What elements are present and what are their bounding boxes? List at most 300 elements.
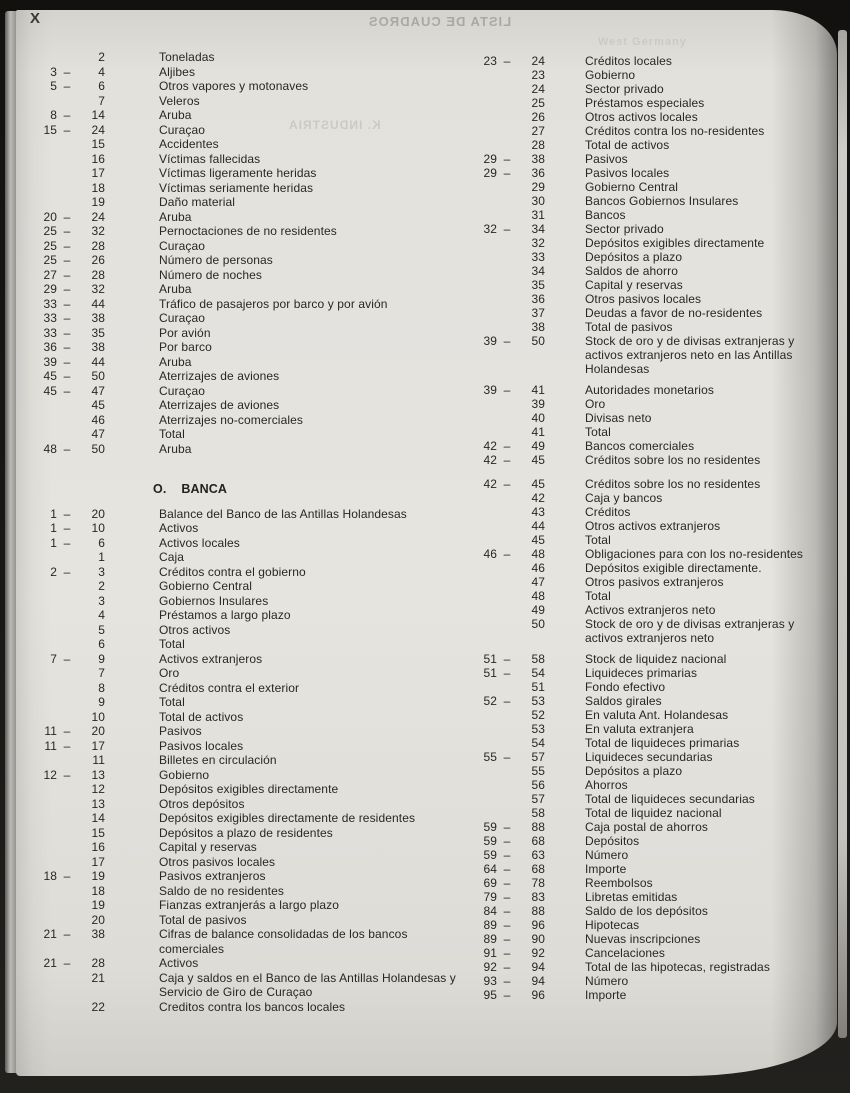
gap-spacer — [470, 376, 835, 383]
entry-range-dash: – — [503, 876, 511, 890]
entry-range-start: 39 — [43, 354, 57, 369]
entry-label: Aruba — [159, 108, 192, 122]
index-entry — [30, 782, 475, 797]
entry-range-end: 41 — [531, 383, 545, 397]
entry-range-end: 38 — [531, 320, 545, 334]
entry-range-dash: – — [63, 383, 71, 398]
entry-label: Balance del Banco de las Antillas Holandesas — [159, 506, 407, 521]
entry-range-end: 22 — [91, 999, 105, 1014]
entry-range-end: 50 — [531, 617, 545, 631]
index-entry — [30, 971, 475, 1000]
entry-label: Pasivos extranjeros — [159, 869, 266, 883]
entry-range-dash: – — [63, 767, 71, 782]
entry-label: Número — [585, 974, 629, 988]
entry-range-start: 45 — [43, 369, 57, 383]
entry-range-dash: – — [503, 960, 511, 974]
entry-label: Gobierno Central — [585, 180, 678, 194]
entry-range-end: 88 — [531, 904, 545, 918]
entry-range-end: 47 — [91, 427, 105, 441]
entry-range-end: 44 — [91, 296, 105, 311]
entry-label: Autoridades monetarios — [585, 383, 714, 397]
entry-label: Aterrizajes de aviones — [159, 369, 280, 383]
index-entry — [470, 722, 835, 736]
index-entry — [30, 65, 475, 80]
index-entry — [30, 507, 475, 522]
index-entry — [470, 533, 835, 547]
entry-range-end: 17 — [91, 166, 105, 180]
entry-label: Hipotecas — [585, 918, 640, 932]
entry-range-end: 31 — [531, 208, 545, 222]
entry-range-start: 25 — [43, 253, 57, 267]
index-entry — [470, 764, 835, 778]
index-entry — [30, 224, 475, 239]
entry-label: Préstamos especiales — [585, 96, 705, 110]
entry-label: Accidentes — [159, 137, 219, 151]
index-entry — [470, 617, 835, 645]
entry-range-dash: – — [63, 521, 71, 535]
index-entry — [30, 340, 475, 355]
index-entry — [30, 94, 475, 109]
entry-range-end: 35 — [531, 278, 545, 292]
entry-label: Total de liquideces secundarias — [585, 792, 755, 806]
entry-range-end: 10 — [91, 521, 105, 535]
entry-label: Pasivos locales — [585, 166, 670, 180]
entry-range-end: 3 — [98, 593, 105, 608]
entry-label: Total de activos — [159, 709, 244, 724]
entry-range-end: 58 — [531, 652, 545, 666]
entry-range-end: 13 — [91, 796, 105, 811]
entry-range-end: 46 — [531, 561, 545, 575]
index-entry — [30, 79, 475, 94]
entry-range-end: 40 — [531, 411, 545, 425]
entry-label: En valuta extranjera — [585, 722, 694, 736]
entry-label: Divisas neto — [585, 411, 652, 425]
next-page-edge — [838, 30, 847, 1038]
entry-range-end: 44 — [531, 519, 545, 533]
entry-range-end: 50 — [91, 369, 105, 383]
entry-range-end: 44 — [91, 354, 105, 369]
entry-range-end: 26 — [531, 110, 545, 124]
index-entry — [30, 123, 475, 138]
entry-range-end: 57 — [531, 750, 545, 764]
entry-range-end: 45 — [91, 398, 105, 412]
index-entry — [30, 210, 475, 225]
entry-range-end: 14 — [91, 811, 105, 825]
entry-range-start: 1 — [50, 521, 57, 535]
entry-range-end: 9 — [98, 695, 105, 709]
gap-spacer — [30, 456, 475, 482]
entry-range-start: 42 — [483, 439, 497, 453]
index-entry — [470, 334, 835, 376]
entry-label: Daño material — [159, 195, 236, 209]
index-entry — [30, 355, 475, 370]
entry-label: Gobierno — [159, 767, 210, 782]
entry-range-dash: – — [503, 988, 511, 1002]
entry-label: Veleros — [159, 93, 200, 108]
entry-range-end: 56 — [531, 778, 545, 792]
entry-range-end: 29 — [531, 180, 545, 194]
entry-range-dash: – — [63, 253, 71, 267]
entry-range-start: 8 — [50, 108, 57, 122]
entry-range-end: 15 — [91, 137, 105, 151]
entry-label: Fondo efectivo — [585, 680, 666, 694]
entry-label: Otros activos extranjeros — [585, 519, 721, 533]
entry-range-end: 36 — [531, 166, 545, 180]
index-entry — [30, 413, 475, 428]
entry-label: Caja — [159, 550, 185, 564]
entry-range-dash: – — [503, 334, 511, 348]
entry-label: Por avión — [159, 325, 211, 340]
entry-range-end: 45 — [531, 477, 545, 491]
index-entry — [470, 820, 835, 834]
gap-spacer — [470, 645, 835, 652]
index-entry — [30, 956, 475, 971]
entry-range-end: 34 — [531, 264, 545, 278]
index-entry — [470, 425, 835, 439]
entry-range-dash: – — [503, 862, 511, 876]
section-title: BANCA — [181, 482, 228, 496]
entry-range-end: 20 — [91, 506, 105, 521]
entry-label: Otros pasivos extranjeros — [585, 575, 724, 589]
entry-label: Bancos comerciales — [585, 439, 695, 453]
index-entry — [30, 913, 475, 928]
entry-range-start: 89 — [483, 932, 497, 946]
entry-range-start: 84 — [483, 904, 497, 918]
entry-label: Stock de oro y de divisas extranjeras y activos extranjeros neto — [585, 617, 795, 645]
index-entry — [470, 439, 835, 453]
index-entry — [470, 320, 835, 334]
index-entry — [30, 869, 475, 884]
entry-range-end: 41 — [531, 425, 545, 439]
entry-range-start: 33 — [43, 296, 57, 311]
entry-label: Liquideces primarias — [585, 666, 698, 680]
entry-range-dash: – — [63, 282, 71, 296]
toc-column-right — [470, 54, 835, 1002]
section-letter: O. — [153, 482, 167, 496]
scanned-page — [16, 10, 837, 1076]
entry-range-end: 55 — [531, 764, 545, 778]
index-entry — [30, 637, 475, 652]
index-entry — [30, 398, 475, 413]
entry-range-end: 24 — [531, 82, 545, 96]
entry-label: Aruba — [159, 441, 192, 456]
index-entry — [30, 666, 475, 681]
index-entry — [30, 108, 475, 123]
entry-label: Toneladas — [159, 50, 215, 64]
index-entry — [470, 736, 835, 750]
entry-range-dash: – — [503, 439, 511, 453]
index-entry — [30, 695, 475, 710]
entry-range-start: 52 — [483, 694, 497, 708]
entry-range-start: 25 — [43, 238, 57, 253]
entry-label: Oro — [159, 666, 180, 680]
index-entry — [470, 152, 835, 166]
entry-range-end: 34 — [531, 222, 545, 236]
entry-range-end: 32 — [91, 224, 105, 238]
entry-range-dash: – — [63, 325, 71, 340]
entry-range-end: 6 — [98, 535, 105, 550]
entry-range-start: 33 — [43, 311, 57, 325]
entry-label: Activos — [159, 956, 199, 970]
entry-range-end: 30 — [531, 194, 545, 208]
entry-range-dash: – — [503, 974, 511, 988]
index-entry — [30, 550, 475, 565]
entry-range-end: 53 — [531, 694, 545, 708]
entry-range-start: 89 — [483, 918, 497, 932]
index-entry — [30, 384, 475, 399]
entry-range-end: 53 — [531, 722, 545, 736]
index-entry — [30, 239, 475, 254]
entry-label: Total de pasivos — [159, 912, 247, 927]
entry-range-end: 19 — [91, 869, 105, 883]
entry-label: Número de noches — [159, 267, 262, 282]
ghost-text: K. INDUSTRIA — [288, 118, 381, 132]
entry-range-dash: – — [503, 152, 511, 166]
entry-label: Pasivos — [159, 724, 202, 738]
entry-range-end: 28 — [91, 238, 105, 253]
entry-range-start: 59 — [483, 848, 497, 862]
entry-label: Caja y bancos — [585, 491, 663, 505]
entry-range-dash: – — [63, 441, 71, 456]
index-entry — [30, 579, 475, 594]
entry-range-dash: – — [503, 918, 511, 932]
entry-range-dash: – — [503, 694, 511, 708]
entry-range-end: 54 — [531, 736, 545, 750]
entry-label: Sector privado — [585, 82, 664, 96]
entry-range-start: 12 — [43, 767, 57, 782]
entry-label: Depósitos a plazo de residentes — [159, 825, 333, 840]
index-entry — [470, 383, 835, 397]
entry-range-start: 18 — [43, 869, 57, 883]
entry-range-end: 19 — [91, 195, 105, 209]
entry-range-end: 33 — [531, 250, 545, 264]
entry-range-dash: – — [63, 296, 71, 311]
entry-range-end: 36 — [531, 292, 545, 306]
index-entry — [30, 710, 475, 725]
index-entry — [470, 918, 835, 932]
entry-range-start: 29 — [483, 166, 497, 180]
index-entry — [470, 110, 835, 124]
entry-label: Depósitos exigible directamente. — [585, 561, 762, 575]
index-entry — [30, 297, 475, 312]
section-heading-text — [153, 482, 227, 497]
index-entry — [470, 904, 835, 918]
index-entry — [30, 855, 475, 870]
entry-range-end: 23 — [531, 68, 545, 82]
entry-label: Depósitos exigibles directamente — [585, 236, 765, 250]
index-entry — [30, 739, 475, 754]
index-entry — [470, 946, 835, 960]
entry-range-dash: – — [63, 311, 71, 325]
entry-label: Total — [159, 695, 185, 709]
entry-range-end: 39 — [531, 397, 545, 411]
entry-range-end: 11 — [92, 753, 105, 767]
entry-range-dash: – — [503, 54, 511, 68]
entry-range-dash: – — [63, 340, 71, 354]
index-entry — [470, 453, 835, 467]
entry-label: Aterrizajes de aviones — [159, 398, 280, 412]
entry-label: Oro — [585, 397, 606, 411]
entry-label: Curaçao — [159, 311, 206, 325]
entry-range-end: 6 — [98, 79, 105, 93]
entry-label: Créditos sobre los no residentes — [585, 453, 761, 467]
entry-label: Importe — [585, 988, 627, 1002]
entry-label: Caja y saldos en el Banco de las Antillas Holandesas y Servicio de Giro de Curaçao — [159, 970, 456, 999]
entry-label: Pernoctaciones de no residentes — [159, 224, 337, 238]
index-entry — [470, 505, 835, 519]
entry-range-end: 32 — [531, 236, 545, 250]
entry-label: Número — [585, 848, 629, 862]
index-entry — [470, 589, 835, 603]
index-entry — [470, 666, 835, 680]
entry-range-end: 2 — [98, 579, 105, 593]
entry-label: Billetes en circulación — [159, 753, 277, 767]
entry-range-end: 51 — [531, 680, 545, 694]
index-entry — [470, 124, 835, 138]
index-entry — [470, 236, 835, 250]
entry-range-end: 10 — [91, 709, 105, 724]
entry-range-end: 57 — [531, 792, 545, 806]
entry-label: Fianzas extranjerás a largo plazo — [159, 898, 340, 912]
entry-range-end: 14 — [91, 108, 105, 122]
entry-label: Importe — [585, 862, 627, 876]
entry-range-start: 29 — [43, 282, 57, 296]
entry-range-end: 68 — [531, 834, 545, 848]
index-entry — [30, 50, 475, 65]
entry-label: Total — [585, 425, 611, 439]
entry-range-end: 38 — [531, 152, 545, 166]
entry-label: Total de activos — [585, 138, 670, 152]
entry-range-dash: – — [503, 547, 511, 561]
entry-range-end: 15 — [91, 825, 105, 840]
entry-label: Otros activos locales — [585, 110, 698, 124]
entry-label: Total — [159, 427, 185, 441]
entry-range-start: 79 — [483, 890, 497, 904]
entry-range-start: 51 — [483, 666, 497, 680]
entry-range-start: 48 — [43, 441, 57, 456]
entry-range-dash: – — [503, 166, 511, 180]
entry-range-dash: – — [63, 224, 71, 238]
entry-label: Otros activos — [159, 622, 231, 637]
index-entry — [470, 792, 835, 806]
index-entry — [30, 927, 475, 956]
entry-range-end: 5 — [98, 622, 105, 637]
entry-range-dash: – — [503, 222, 511, 236]
entry-range-start: 1 — [50, 535, 57, 550]
entry-label: Otros depósitos — [159, 796, 245, 811]
index-entry — [30, 152, 475, 167]
index-entry — [470, 834, 835, 848]
index-entry — [470, 397, 835, 411]
entry-label: Otros vapores y motonaves — [159, 79, 309, 93]
index-entry — [470, 603, 835, 617]
entry-label: Víctimas ligeramente heridas — [159, 166, 317, 180]
entry-range-dash: – — [503, 652, 511, 666]
entry-range-end: 16 — [91, 151, 105, 166]
entry-label: Sector privado — [585, 222, 664, 236]
index-entry — [470, 680, 835, 694]
index-entry — [470, 222, 835, 236]
index-entry — [30, 898, 475, 913]
entry-label: Stock de liquidez nacional — [585, 652, 727, 666]
index-entry — [470, 519, 835, 533]
entry-label: Gobierno — [585, 68, 636, 82]
entry-range-end: 94 — [531, 974, 545, 988]
entry-range-start: 33 — [43, 325, 57, 340]
index-entry — [30, 652, 475, 667]
index-entry — [30, 137, 475, 152]
entry-label: Activos extranjeros neto — [585, 603, 716, 617]
entry-range-end: 43 — [531, 505, 545, 519]
entry-range-end: 17 — [91, 854, 105, 869]
entry-range-end: 42 — [531, 491, 545, 505]
entry-range-end: 21 — [91, 970, 105, 985]
entry-range-end: 50 — [91, 441, 105, 456]
entry-range-start: 32 — [483, 222, 497, 236]
index-entry — [30, 623, 475, 638]
entry-label: Aruba — [159, 282, 192, 296]
index-entry — [470, 208, 835, 222]
entry-range-end: 1 — [98, 550, 105, 564]
entry-range-end: 49 — [531, 603, 545, 617]
index-entry — [470, 575, 835, 589]
ghost-text: West Germany — [598, 36, 687, 48]
entry-range-end: 2 — [98, 50, 105, 64]
entry-range-end: 78 — [531, 876, 545, 890]
entry-range-end: 20 — [91, 724, 105, 738]
index-entry — [470, 292, 835, 306]
gap-spacer — [30, 497, 475, 507]
entry-range-dash: – — [63, 122, 71, 137]
index-entry — [30, 181, 475, 196]
entry-range-start: 2 — [50, 564, 57, 579]
entry-label: Créditos sobre los no residentes — [585, 477, 761, 491]
entry-range-start: 27 — [43, 267, 57, 282]
entry-range-end: 48 — [531, 547, 545, 561]
entry-range-start: 39 — [483, 383, 497, 397]
entry-label: Reembolsos — [585, 876, 653, 890]
entry-range-start: 36 — [43, 340, 57, 354]
index-entry — [30, 536, 475, 551]
entry-range-end: 18 — [91, 180, 105, 195]
entry-label: Total de pasivos — [585, 320, 673, 334]
entry-range-dash: – — [503, 932, 511, 946]
entry-label: Total — [585, 589, 611, 603]
entry-label: Total — [159, 637, 185, 651]
entry-range-start: 64 — [483, 862, 497, 876]
entry-range-dash: – — [503, 383, 511, 397]
entry-range-dash: – — [503, 890, 511, 904]
entry-label: Créditos contra el exterior — [159, 680, 300, 695]
entry-label: Saldo de los depósitos — [585, 904, 708, 918]
section-heading — [30, 482, 475, 497]
entry-label: Obligaciones para con los no-residentes — [585, 547, 804, 561]
entry-range-end: 68 — [531, 862, 545, 876]
entry-range-start: 42 — [483, 477, 497, 491]
entry-range-start: 11 — [44, 738, 57, 753]
index-entry — [30, 768, 475, 783]
entry-label: Depósitos a plazo — [585, 764, 683, 778]
index-entry — [470, 96, 835, 110]
entry-range-start: 21 — [43, 927, 57, 941]
entry-range-end: 4 — [98, 64, 105, 79]
toc-column-left — [30, 50, 475, 1014]
entry-range-end: 88 — [531, 820, 545, 834]
entry-label: Nuevas inscripciones — [585, 932, 701, 946]
page-number: X — [30, 10, 41, 27]
entry-range-dash: – — [63, 724, 71, 738]
entry-label: Creditos contra los bancos locales — [159, 999, 346, 1014]
